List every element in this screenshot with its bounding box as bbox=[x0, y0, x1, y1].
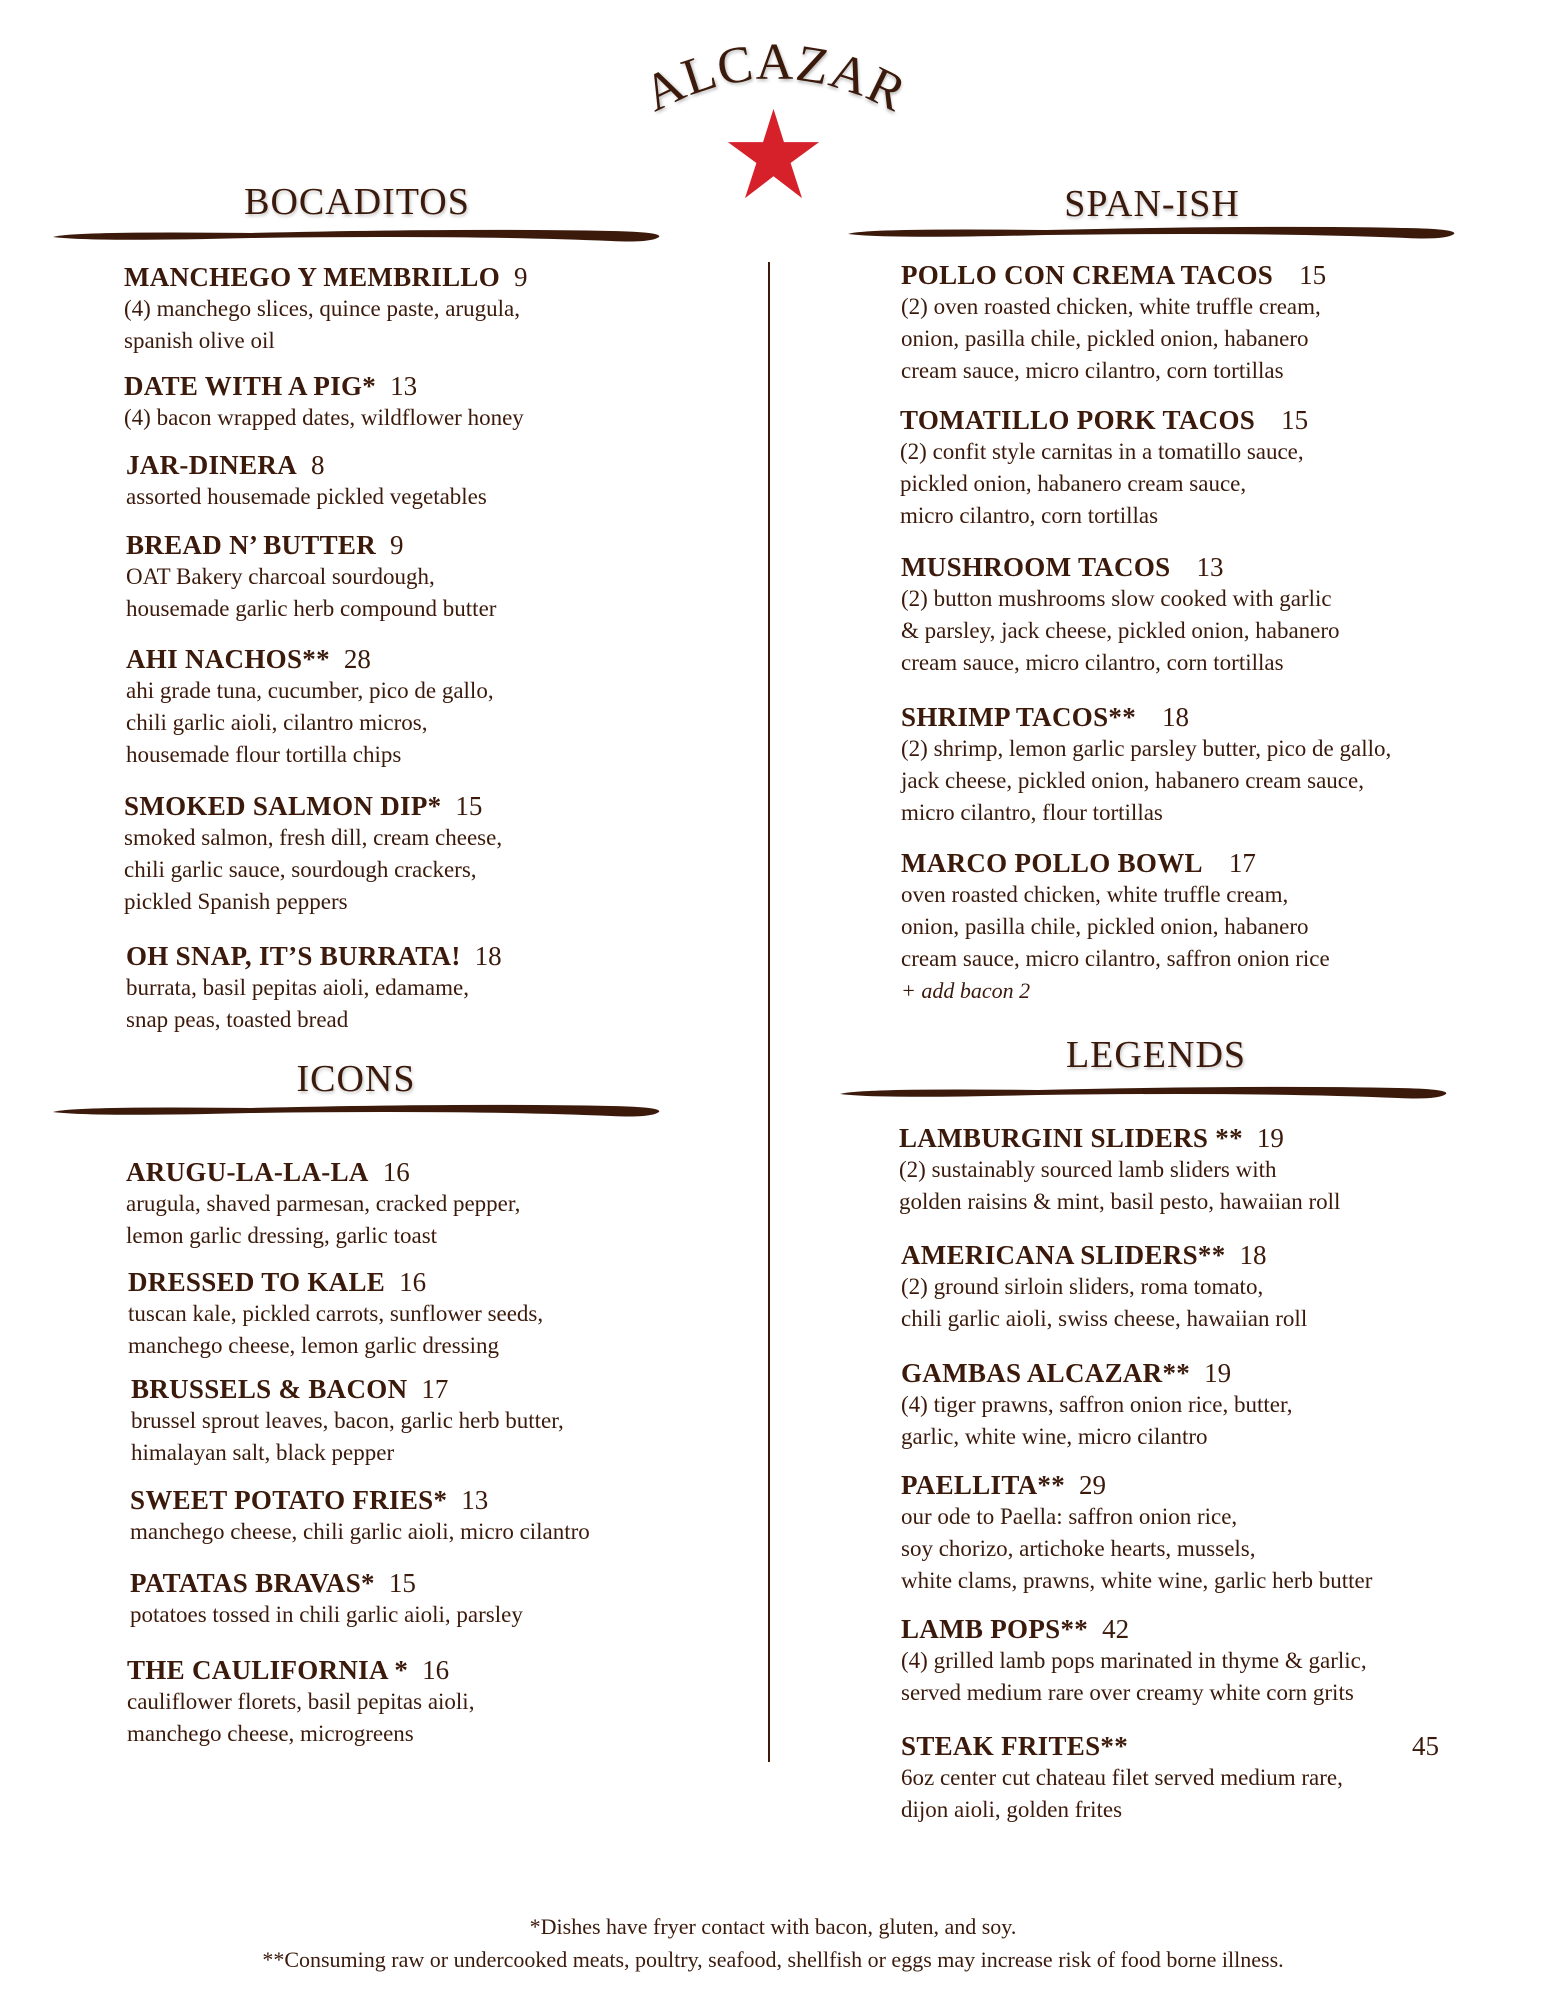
menu-item-name: DATE WITH A PIG* bbox=[124, 371, 377, 401]
menu-item-description: assorted housemade pickled vegetables bbox=[126, 484, 487, 509]
menu-item-name: MUSHROOM TACOS bbox=[901, 552, 1171, 582]
menu-item-description: manchego cheese, chili garlic aioli, micro cilantro bbox=[130, 1519, 590, 1544]
menu-item-price: 42 bbox=[1102, 1614, 1130, 1644]
menu-item-description: oven roasted chicken, white truffle cream, bbox=[901, 882, 1289, 907]
menu-item-description: manchego cheese, microgreens bbox=[127, 1721, 414, 1746]
menu-item-description: (2) ground sirloin sliders, roma tomato, bbox=[901, 1274, 1264, 1299]
menu-item-name: DRESSED TO KALE bbox=[128, 1267, 386, 1297]
menu-item bbox=[899, 1122, 1340, 1218]
menu-item-name: BREAD N’ BUTTER bbox=[126, 530, 377, 560]
menu-item-name: THE CAULIFORNIA * bbox=[127, 1655, 409, 1685]
menu-item-price: 18 bbox=[1239, 1240, 1267, 1270]
menu-item bbox=[901, 1730, 1439, 1826]
menu-item-header bbox=[127, 1654, 474, 1686]
menu-item-header bbox=[899, 1122, 1340, 1154]
menu-item-description: snap peas, toasted bread bbox=[126, 1007, 349, 1032]
brand-name: ALCAZAR bbox=[634, 40, 916, 124]
menu-item-name: ARUGU-LA-LA-LA bbox=[126, 1157, 369, 1187]
menu-item bbox=[901, 1613, 1367, 1709]
menu-item-description: micro cilantro, corn tortillas bbox=[900, 503, 1159, 528]
menu-item-price: 15 bbox=[1299, 260, 1327, 290]
menu-item-header bbox=[131, 1373, 564, 1405]
menu-item-description: & parsley, jack cheese, pickled onion, habanero bbox=[901, 618, 1340, 643]
menu-item-name: LAMBURGINI SLIDERS ** bbox=[899, 1123, 1243, 1153]
menu-item-header bbox=[128, 1266, 543, 1298]
menu-item-header bbox=[901, 701, 1391, 733]
menu-item-description: OAT Bakery charcoal sourdough, bbox=[126, 564, 435, 589]
menu-item-description: housemade garlic herb compound butter bbox=[126, 596, 497, 621]
menu-item-description: (4) grilled lamb pops marinated in thyme & garlic, bbox=[901, 1648, 1367, 1673]
menu-item-header bbox=[126, 940, 502, 972]
menu-item bbox=[901, 551, 1340, 679]
menu-item-name: SMOKED SALMON DIP* bbox=[124, 791, 442, 821]
menu-item-description: onion, pasilla chile, pickled onion, habanero bbox=[901, 914, 1309, 939]
menu-item-description: (2) sustainably sourced lamb sliders with bbox=[899, 1157, 1277, 1182]
menu-item-description: (4) tiger prawns, saffron onion rice, butter, bbox=[901, 1392, 1293, 1417]
menu-item-name: PAELLITA** bbox=[901, 1470, 1066, 1500]
menu-item bbox=[124, 790, 502, 918]
menu-item-price: 13 bbox=[1196, 552, 1224, 582]
section-title-bocaditos: BOCADITOS bbox=[244, 181, 470, 223]
menu-item-name: GAMBAS ALCAZAR** bbox=[901, 1358, 1191, 1388]
menu-item-price: 15 bbox=[455, 791, 483, 821]
menu-item-price: 28 bbox=[343, 644, 371, 674]
menu-item-price: 16 bbox=[422, 1655, 450, 1685]
menu-item-description: jack cheese, pickled onion, habanero cream sauce, bbox=[901, 768, 1364, 793]
menu-item bbox=[124, 370, 524, 434]
divider-bocaditos bbox=[51, 228, 663, 244]
menu-item-price: 8 bbox=[311, 450, 325, 480]
menu-item-description: chili garlic aioli, cilantro micros, bbox=[126, 710, 428, 735]
menu-item-name: MARCO POLLO BOWL bbox=[901, 848, 1203, 878]
menu-item-name: POLLO CON CREMA TACOS bbox=[901, 260, 1274, 290]
menu-item-description: tuscan kale, pickled carrots, sunflower seeds, bbox=[128, 1301, 544, 1326]
menu-item-header bbox=[901, 551, 1340, 583]
menu-item-name: STEAK FRITES** bbox=[901, 1731, 1129, 1761]
menu-item-description: onion, pasilla chile, pickled onion, habanero bbox=[901, 326, 1309, 351]
divider-spanish bbox=[846, 225, 1458, 241]
menu-item-description: (2) confit style carnitas in a tomatillo sauce, bbox=[900, 439, 1304, 464]
menu-item-price: 19 bbox=[1204, 1358, 1232, 1388]
menu-item-description: cream sauce, micro cilantro, corn tortillas bbox=[901, 358, 1284, 383]
menu-item-header bbox=[901, 1239, 1307, 1271]
menu-item-header bbox=[901, 259, 1326, 291]
menu-item-description: 6oz center cut chateau filet served medium rare, bbox=[901, 1765, 1343, 1790]
menu-item-description: pickled Spanish peppers bbox=[124, 889, 348, 914]
menu-item-description: cream sauce, micro cilantro, corn tortillas bbox=[901, 650, 1284, 675]
section-title-spanish: SPAN-ISH bbox=[1064, 183, 1240, 225]
menu-item-description: garlic, white wine, micro cilantro bbox=[901, 1424, 1208, 1449]
menu-item bbox=[126, 449, 487, 513]
menu-item-price: 17 bbox=[1228, 848, 1256, 878]
menu-item-header bbox=[126, 529, 496, 561]
menu-item-addon: + add bacon 2 bbox=[901, 978, 1031, 1003]
menu-item-description: lemon garlic dressing, garlic toast bbox=[126, 1223, 438, 1248]
menu-item-name: SHRIMP TACOS** bbox=[901, 702, 1136, 732]
star-icon bbox=[726, 106, 821, 201]
menu-item-description: spanish olive oil bbox=[124, 328, 275, 353]
menu-item-description: (2) shrimp, lemon garlic parsley butter, pico de gallo, bbox=[901, 736, 1392, 761]
menu-item-price: 13 bbox=[390, 371, 418, 401]
menu-item bbox=[901, 701, 1391, 829]
menu-item bbox=[130, 1567, 523, 1631]
menu-item-name: LAMB POPS** bbox=[901, 1614, 1089, 1644]
menu-item bbox=[901, 847, 1330, 1007]
menu-item-description: potatoes tossed in chili garlic aioli, parsley bbox=[130, 1602, 523, 1627]
menu-item-description: chili garlic aioli, swiss cheese, hawaiian roll bbox=[901, 1306, 1308, 1331]
menu-item-name: SWEET POTATO FRIES* bbox=[130, 1485, 448, 1515]
menu-item bbox=[124, 261, 528, 357]
menu-item bbox=[126, 529, 496, 625]
menu-item-price: 9 bbox=[390, 530, 404, 560]
menu-item-description: ahi grade tuna, cucumber, pico de gallo, bbox=[126, 678, 494, 703]
menu-item-name: AHI NACHOS** bbox=[126, 644, 330, 674]
menu-item-description: (2) oven roasted chicken, white truffle cream, bbox=[901, 294, 1321, 319]
section-title-icons: ICONS bbox=[296, 1058, 416, 1100]
menu-item-name: AMERICANA SLIDERS** bbox=[901, 1240, 1226, 1270]
menu-item bbox=[901, 1239, 1307, 1335]
menu-item-price: 19 bbox=[1256, 1123, 1284, 1153]
menu-item-description: our ode to Paella: saffron onion rice, bbox=[901, 1504, 1238, 1529]
menu-item-description: smoked salmon, fresh dill, cream cheese, bbox=[124, 825, 503, 850]
menu-item-price: 16 bbox=[399, 1267, 427, 1297]
menu-item-header bbox=[130, 1484, 590, 1516]
menu-item bbox=[901, 259, 1326, 387]
menu-item-header bbox=[126, 449, 487, 481]
menu-item-header bbox=[901, 847, 1330, 879]
menu-item-price: 9 bbox=[514, 262, 528, 292]
menu-item-description: cream sauce, micro cilantro, saffron onion rice bbox=[901, 946, 1330, 971]
footer-note-fryer: *Dishes have fryer contact with bacon, gluten, and soy. bbox=[529, 1914, 1017, 1939]
menu-item bbox=[126, 1156, 520, 1252]
menu-item-price: 16 bbox=[382, 1157, 410, 1187]
menu-item-description: golden raisins & mint, basil pesto, hawaiian roll bbox=[899, 1189, 1341, 1214]
section-title-legends: LEGENDS bbox=[1065, 1034, 1247, 1076]
menu-item-description: (4) manchego slices, quince paste, arugula, bbox=[124, 296, 520, 321]
menu-item-description: (2) button mushrooms slow cooked with garlic bbox=[901, 586, 1332, 611]
menu-item bbox=[901, 1469, 1372, 1597]
menu-item-header bbox=[124, 790, 502, 822]
menu-item-description: white clams, prawns, white wine, garlic herb butter bbox=[901, 1568, 1373, 1593]
menu-item-description: burrata, basil pepitas aioli, edamame, bbox=[126, 975, 469, 1000]
menu-item-description: himalayan salt, black pepper bbox=[131, 1440, 395, 1465]
menu-item-name: OH SNAP, IT’S BURRATA! bbox=[126, 941, 461, 971]
menu-item-header bbox=[901, 1730, 1439, 1762]
menu-item-header bbox=[130, 1567, 523, 1599]
menu-item-description: micro cilantro, flour tortillas bbox=[901, 800, 1163, 825]
menu-item-description: housemade flour tortilla chips bbox=[126, 742, 402, 767]
menu-item-header bbox=[900, 404, 1308, 436]
menu-item-header bbox=[126, 1156, 520, 1188]
menu-item-price: 13 bbox=[461, 1485, 489, 1515]
menu-item bbox=[128, 1266, 543, 1362]
menu-item-description: arugula, shaved parmesan, cracked pepper, bbox=[126, 1191, 521, 1216]
menu-item-header bbox=[901, 1613, 1367, 1645]
menu-item-description: dijon aioli, golden frites bbox=[901, 1797, 1123, 1822]
menu-item-price: 15 bbox=[1281, 405, 1309, 435]
menu-item bbox=[127, 1654, 474, 1750]
menu-item-description: brussel sprout leaves, bacon, garlic herb butter, bbox=[131, 1408, 564, 1433]
menu-item-description: manchego cheese, lemon garlic dressing bbox=[128, 1333, 500, 1358]
column-divider bbox=[768, 262, 770, 1762]
menu-item-price: 18 bbox=[474, 941, 502, 971]
menu-item-price: 18 bbox=[1162, 702, 1189, 732]
menu-item bbox=[126, 940, 502, 1036]
menu-item-header bbox=[124, 261, 528, 293]
menu-item-description: cauliflower florets, basil pepitas aioli, bbox=[127, 1689, 475, 1714]
menu-item-name: JAR-DINERA bbox=[126, 450, 297, 480]
menu-item-name: MANCHEGO Y MEMBRILLO bbox=[124, 262, 500, 292]
menu-item-name: PATATAS BRAVAS* bbox=[130, 1568, 375, 1598]
menu-item-description: chili garlic sauce, sourdough crackers, bbox=[124, 857, 477, 882]
menu-item bbox=[900, 404, 1308, 532]
menu-item-header bbox=[901, 1357, 1292, 1389]
menu-item-price: 45 bbox=[1412, 1731, 1439, 1761]
menu-item-header bbox=[124, 370, 524, 402]
divider-legends bbox=[838, 1085, 1450, 1101]
divider-icons bbox=[51, 1103, 663, 1119]
menu-item-name: TOMATILLO PORK TACOS bbox=[900, 405, 1256, 435]
menu-item-name: BRUSSELS & BACON bbox=[131, 1374, 408, 1404]
menu-item bbox=[130, 1484, 590, 1548]
menu-item-description: served medium rare over creamy white corn grits bbox=[901, 1680, 1354, 1705]
menu-item-header bbox=[901, 1469, 1372, 1501]
menu-item-description: soy chorizo, artichoke hearts, mussels, bbox=[901, 1536, 1256, 1561]
menu-item-description: (4) bacon wrapped dates, wildflower honey bbox=[124, 405, 524, 430]
menu-item-header bbox=[126, 643, 494, 675]
menu-item bbox=[131, 1373, 564, 1469]
menu-item-description: pickled onion, habanero cream sauce, bbox=[900, 471, 1247, 496]
menu-item-price: 15 bbox=[388, 1568, 416, 1598]
footer-note-raw: **Consuming raw or undercooked meats, poultry, seafood, shellfish or eggs may increase risk of food borne illness. bbox=[262, 1947, 1284, 1972]
menu-item bbox=[126, 643, 494, 771]
menu-item bbox=[901, 1357, 1292, 1453]
menu-item-price: 29 bbox=[1079, 1470, 1107, 1500]
menu-item-price: 17 bbox=[421, 1374, 449, 1404]
